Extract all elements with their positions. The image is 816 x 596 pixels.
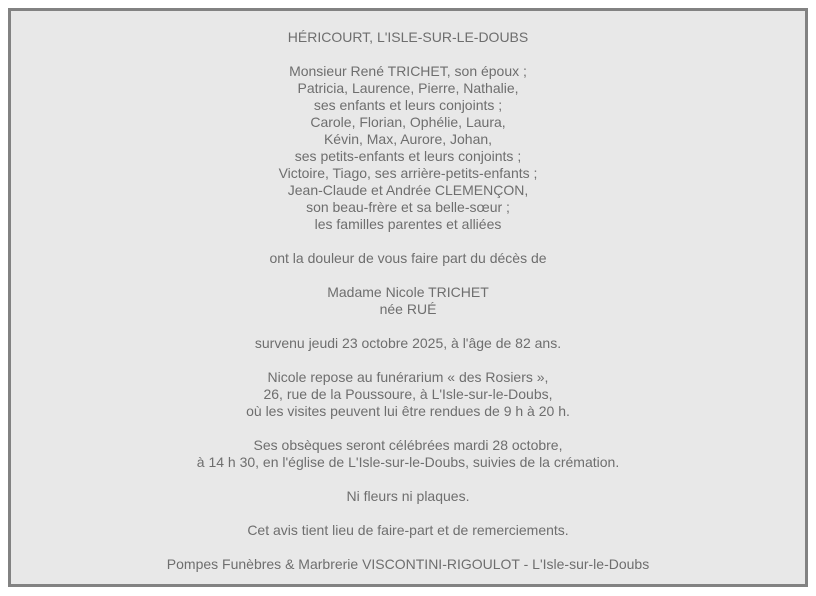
maiden-name: née RUÉ	[379, 301, 437, 317]
death-info-block	[11, 335, 805, 352]
death-notice	[8, 8, 808, 587]
flowers-text: Ni fleurs ni plaques.	[346, 488, 470, 504]
family-line: son beau-frère et sa belle-sœur ;	[306, 199, 510, 215]
family-line: ses enfants et leurs conjoints ;	[313, 97, 503, 113]
funeral-line: Ses obsèques seront célébrées mardi 28 octobre,	[253, 437, 563, 453]
thanks-text: Cet avis tient lieu de faire-part et de remerciements.	[247, 522, 569, 538]
funeral-line: à 14 h 30, en l'église de L'Isle-sur-le-Doubs, suivies de la crémation.	[196, 454, 620, 470]
rest-line: où les visites peuvent lui être rendues de 9 h à 20 h.	[246, 403, 570, 419]
family-line: Jean-Claude et Andrée CLEMENÇON,	[287, 182, 529, 198]
death-info: survenu jeudi 23 octobre 2025, à l'âge de 82 ans.	[254, 335, 562, 351]
family-line: Patricia, Laurence, Pierre, Nathalie,	[297, 80, 519, 96]
funeral-block	[11, 437, 805, 471]
thanks-block	[11, 522, 805, 539]
family-line: Monsieur René TRICHET, son époux ;	[289, 63, 527, 79]
rest-line: 26, rue de la Poussoure, à L'Isle-sur-le-Doubs,	[263, 386, 553, 402]
deceased-block	[11, 284, 805, 318]
family-line: ses petits-enfants et leurs conjoints ;	[294, 148, 522, 164]
family-line: Kévin, Max, Aurore, Johan,	[323, 131, 493, 147]
rest-block	[11, 369, 805, 420]
family-line: Carole, Florian, Ophélie, Laura,	[310, 114, 506, 130]
funeral-home: Pompes Funèbres & Marbrerie VISCONTINI-RIGOULOT - L'Isle-sur-le-Doubs	[166, 556, 650, 572]
deceased-name: Madame Nicole TRICHET	[327, 284, 489, 300]
notice-heading-block	[11, 29, 805, 46]
announcement-block	[11, 250, 805, 267]
announcement-text: ont la douleur de vous faire part du décès de	[269, 250, 547, 266]
notice-content	[11, 29, 805, 573]
family-line: les familles parentes et alliées	[314, 216, 502, 232]
family-line: Victoire, Tiago, ses arrière-petits-enfants ;	[278, 165, 538, 181]
family-block	[11, 63, 805, 233]
rest-line: Nicole repose au funérarium « des Rosiers »,	[267, 369, 549, 385]
funeral-home-block	[11, 556, 805, 573]
flowers-block	[11, 488, 805, 505]
notice-heading: HÉRICOURT, L'ISLE-SUR-LE-DOUBS	[287, 29, 529, 45]
